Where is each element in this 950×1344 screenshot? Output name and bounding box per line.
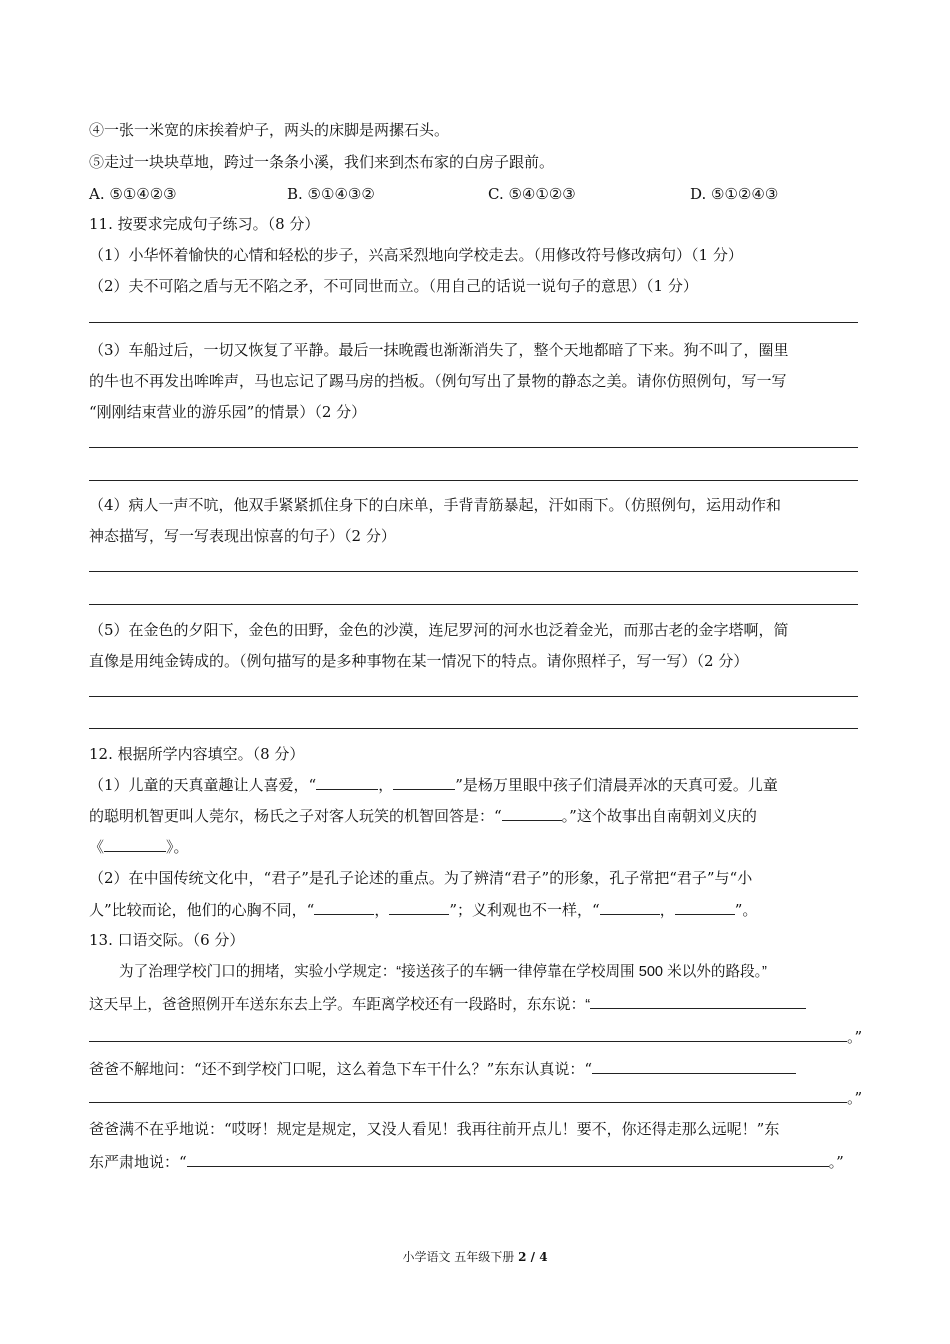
q13-title: 13. 口语交际。（6 分）: [89, 931, 245, 949]
q12-line1: （1）儿童的天真童趣让人喜爱，“ ， ”是杨万里眼中孩子们清晨弄冰的天真可爱。儿童: [89, 776, 778, 794]
page-footer: [0, 1248, 950, 1265]
q13-intro: 为了治理学校门口的拥堵，实验小学规定：“接送孩子的车辆一律停靠在学校周围 500 米以外的路段。”: [119, 964, 767, 980]
q11-part5-line2: 直像是用纯金铸成的。（例句描写的是多种事物在某一情况下的特点。请你照样子，写一写）（2 分）: [89, 652, 749, 670]
answer-line[interactable]: [89, 696, 858, 697]
q11-part3-line3: “刚刚结束营业的游乐园”的情景）（2 分）: [89, 403, 367, 421]
q10-option-c: C. ⑤④①②③: [488, 185, 576, 203]
q11-part4-line2: 神态描写，写一写表现出惊喜的句子）（2 分）: [89, 527, 396, 545]
q13-line6: 爸爸满不在乎地说：“哎呀！规定是规定，又没人看见！我再往前开点儿！要不，你还得走那么远呢！”东: [89, 1120, 780, 1138]
answer-field[interactable]: [89, 1026, 847, 1042]
q11-part3-line1: （3）车船过后，一切又恢复了平静。最后一抹晚霞也渐渐消失了，整个天地都暗了下来。狗不叫了，圈里: [89, 341, 789, 359]
blank-field[interactable]: [675, 899, 735, 915]
q10-option-a: A. ⑤①④②③: [89, 185, 177, 203]
answer-line[interactable]: [89, 728, 858, 729]
q10-item-4: ④一张一米宽的床挨着炉子，两头的床脚是两摞石头。: [89, 121, 450, 139]
answer-field[interactable]: [89, 1087, 847, 1103]
q12-line3: 《 》。: [89, 838, 189, 856]
q11-part4-line1: （4）病人一声不吭，他双手紧紧抓住身下的白床单，手背青筋暴起，汗如雨下。（仿照例句，运用动作和: [89, 496, 782, 514]
q11-part3-line2: 的牛也不再发出哞哞声，马也忘记了踢马房的挡板。（例句写出了景物的静态之美。请你仿照例句，写一写: [89, 372, 787, 390]
blank-field[interactable]: [104, 836, 166, 852]
q11-title: 11. 按要求完成句子练习。（8 分）: [89, 215, 320, 233]
q10-option-d: D. ⑤①②④③: [690, 185, 779, 203]
answer-line[interactable]: [89, 571, 858, 572]
answer-line[interactable]: [89, 480, 858, 481]
answer-field[interactable]: [590, 993, 806, 1009]
q12-line5: 人”比较而论，他们的心胸不同，“ ， ”；义利观也不一样，“ ， ”。: [89, 901, 758, 919]
footer-subject: 小学语文 五年级下册: [402, 1250, 515, 1264]
q13-line2: 这天早上，爸爸照例开车送东东去上学。车距离学校还有一段路时，东东说：“: [89, 993, 864, 1015]
q13-line3: 。”: [89, 1026, 864, 1047]
answer-field[interactable]: [592, 1058, 796, 1074]
q12-line4: （2）在中国传统文化中，“君子”是孔子论述的重点。为了辨清“君子”的形象，孔子常把“君子”与“小: [89, 869, 753, 887]
q11-part1: （1）小华怀着愉快的心情和轻松的步子，兴高采烈地向学校走去。（用修改符号修改病句）（1 分）: [89, 246, 743, 264]
q11-part5-line1: （5）在金色的夕阳下，金色的田野，金色的沙漠，连尼罗河的河水也泛着金光，而那古老的金字塔啊，简: [89, 621, 789, 639]
blank-field[interactable]: [393, 774, 455, 790]
blank-field[interactable]: [389, 899, 449, 915]
blank-field[interactable]: [316, 774, 378, 790]
q12-title: 12. 根据所学内容填空。（8 分）: [89, 745, 305, 763]
q12-line2: 的聪明机智更叫人莞尔，杨氏之子对客人玩笑的机智回答是：“ 。”这个故事出自南朝刘义庆的: [89, 807, 757, 825]
blank-field[interactable]: [314, 899, 374, 915]
answer-line[interactable]: [89, 447, 858, 448]
q13-line5: 。”: [89, 1087, 864, 1108]
answer-field[interactable]: [187, 1151, 829, 1167]
q11-part2: （2）夫不可陷之盾与无不陷之矛，不可同世而立。（用自己的话说一说句子的意思）（1 分）: [89, 277, 698, 295]
blank-field[interactable]: [600, 899, 660, 915]
page-number: 2 / 4: [518, 1250, 548, 1264]
answer-line[interactable]: [89, 322, 858, 323]
q10-option-b: B. ⑤①④③②: [287, 185, 375, 203]
answer-line[interactable]: [89, 604, 858, 605]
q10-item-5: ⑤走过一块块草地，跨过一条条小溪，我们来到杰布家的白房子跟前。: [89, 153, 555, 171]
q13-line4: 爸爸不解地问：“还不到学校门口呢，这么着急下车干什么？”东东认真说：“: [89, 1058, 864, 1079]
blank-field[interactable]: [502, 805, 562, 821]
q13-line7: 东严肃地说：“ 。”: [89, 1153, 844, 1171]
